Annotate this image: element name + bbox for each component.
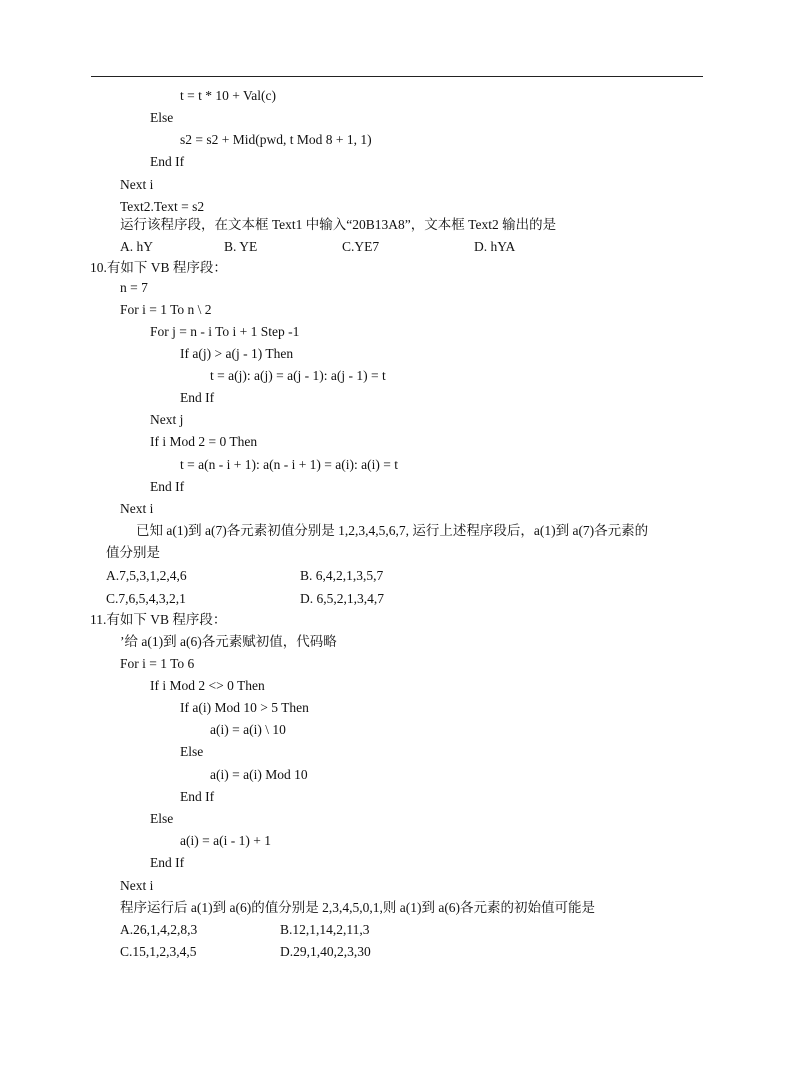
answer-options bbox=[120, 239, 680, 255]
code-line: Next i bbox=[120, 177, 154, 192]
answer-options bbox=[106, 591, 506, 607]
code-line: Next i bbox=[120, 878, 154, 893]
code-line: End If bbox=[180, 789, 215, 804]
option-a: A. hY bbox=[120, 239, 153, 254]
option-c: C.15,1,2,3,4,5 bbox=[120, 944, 197, 959]
option-d: D. 6,5,2,1,3,4,7 bbox=[300, 591, 384, 606]
code-line: t = t * 10 + Val(c) bbox=[180, 88, 276, 103]
code-line: t = a(j): a(j) = a(j - 1): a(j - 1) = t bbox=[210, 368, 386, 383]
code-line: For i = 1 To n \ 2 bbox=[120, 302, 212, 317]
code-line: a(i) = a(i) Mod 10 bbox=[210, 767, 308, 782]
header-rule bbox=[91, 76, 703, 77]
question-stem: 程序运行后 a(1)到 a(6)的值分别是 2,3,4,5,0,1,则 a(1)到 a(6)各元素的初始值可能是 bbox=[120, 900, 596, 915]
option-a: A.7,5,3,1,2,4,6 bbox=[106, 568, 187, 583]
question-stem: 值分别是 bbox=[106, 545, 160, 560]
code-line: Next i bbox=[120, 501, 154, 516]
question-stem: 已知 a(1)到 a(7)各元素初值分别是 1,2,3,4,5,6,7, 运行上述程序段后，a(1)到 a(7)各元素的 bbox=[136, 523, 649, 538]
code-line: n = 7 bbox=[120, 280, 148, 295]
option-a: A.26,1,4,2,8,3 bbox=[120, 922, 198, 937]
option-b: B. YE bbox=[224, 239, 258, 254]
option-b: B. 6,4,2,1,3,5,7 bbox=[300, 568, 384, 583]
code-line: Else bbox=[150, 811, 174, 826]
code-line: a(i) = a(i - 1) + 1 bbox=[180, 833, 271, 848]
code-line: End If bbox=[150, 855, 185, 870]
question-stem: 运行该程序段，在文本框 Text1 中输入“20B13A8”，文本框 Text2 输出的是 bbox=[120, 217, 557, 232]
code-line: End If bbox=[150, 154, 185, 169]
answer-options bbox=[120, 944, 520, 960]
code-line: Else bbox=[150, 110, 174, 125]
code-line: t = a(n - i + 1): a(n - i + 1) = a(i): a(i) = t bbox=[180, 457, 398, 472]
code-line: s2 = s2 + Mid(pwd, t Mod 8 + 1, 1) bbox=[180, 132, 372, 147]
code-line: End If bbox=[150, 479, 185, 494]
code-line: If a(i) Mod 10 > 5 Then bbox=[180, 700, 309, 715]
answer-options bbox=[106, 568, 506, 584]
option-b: B.12,1,14,2,11,3 bbox=[280, 922, 370, 937]
code-line: a(i) = a(i) \ 10 bbox=[210, 722, 286, 737]
code-line: If i Mod 2 <> 0 Then bbox=[150, 678, 265, 693]
code-line: If a(j) > a(j - 1) Then bbox=[180, 346, 294, 361]
code-comment: ’给 a(1)到 a(6)各元素赋初值，代码略 bbox=[120, 634, 337, 649]
code-line: Next j bbox=[150, 412, 184, 427]
option-c: C.YE7 bbox=[342, 239, 380, 254]
code-line: Else bbox=[180, 744, 204, 759]
code-line: If i Mod 2 = 0 Then bbox=[150, 434, 258, 449]
question-title: 10.有如下 VB 程序段： bbox=[90, 260, 227, 275]
option-d: D. hYA bbox=[474, 239, 516, 254]
code-line: For j = n - i To i + 1 Step -1 bbox=[150, 324, 300, 339]
option-d: D.29,1,40,2,3,30 bbox=[280, 944, 371, 959]
code-line: Text2.Text = s2 bbox=[120, 199, 205, 214]
option-c: C.7,6,5,4,3,2,1 bbox=[106, 591, 186, 606]
question-title: 11.有如下 VB 程序段： bbox=[90, 612, 227, 627]
answer-options bbox=[120, 922, 520, 938]
code-line: For i = 1 To 6 bbox=[120, 656, 195, 671]
code-line: End If bbox=[180, 390, 215, 405]
